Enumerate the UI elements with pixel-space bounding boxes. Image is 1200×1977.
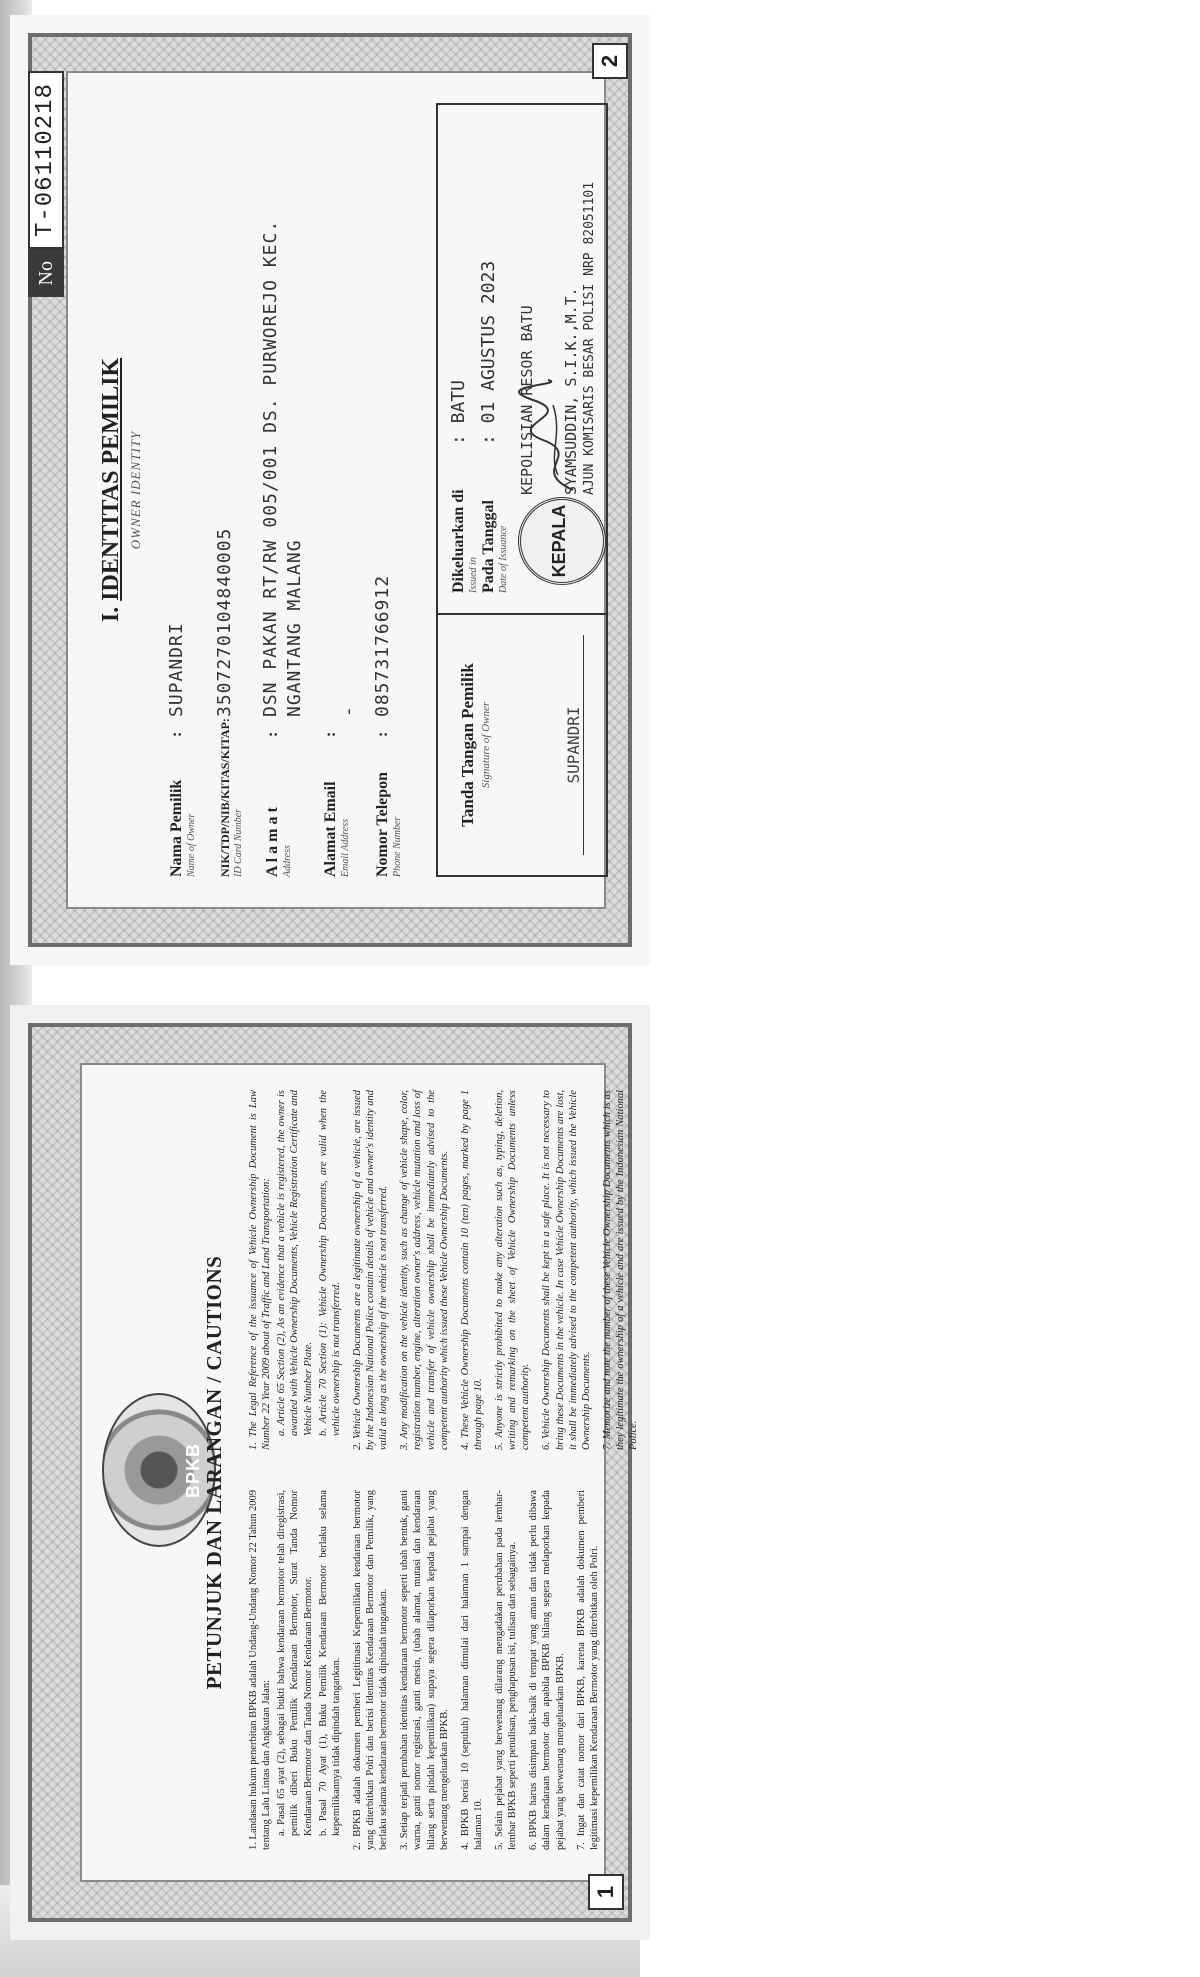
issued-in-value: : BATU xyxy=(448,379,469,445)
list-subitem: b. Pasal 70 Ayat (1), Buku Pemilik Kendaraan Bermotor berlaku selama kepemilikannya tidak dipindah tangankan. xyxy=(317,1489,342,1836)
list-item: 1. Landasan hukum penerbitan BPKB adalah Undang-Undang Nomor 22 Tahun 2009 tentang Lalu Lintas dan Angkutan Jalan: a. Pasal 65 ayat (2), sebagai bukti bahwa kendaraan bermotor telah diregistrasi, pemilik diberi Buku Pemilik Kendaraan Bermotor, Surat Tanda Nomor Kendaraan Bermotor dan Tanda Nomor Kendaraan Bermotor. b. Pasal 70 Ayat (1), Buku Pemilik Kendaraan Bermotor berlaku selama kepemilikannya tidak dipindah tangankan. xyxy=(248,1489,342,1850)
list-item: 6. Vehicle Ownership Documents shall be kept in a safe place. It is not necessary to bring these Documents in the vehicle. In case Vehicle Ownership Documents are lost, it shall be immediately advised to the competent authority, which issued the Vehicle Ownership Documents. xyxy=(541,1089,592,1450)
list-item: 7. Ingat dan catat nomor dari BPKB, karena BPKB adalah dokumen pemberi legitimasi kepemilikan Kendaraan Bermotor yang diterbitkan oleh Polri. xyxy=(575,1490,600,1850)
signature-title: Tanda Tangan Pemilik xyxy=(458,663,477,827)
colon: : xyxy=(264,731,281,737)
page-number-left: 1 xyxy=(588,1874,624,1910)
owner-signature-name: SUPANDRI xyxy=(564,635,584,855)
owner-phone-label: Nomor Telepon Phone Number xyxy=(374,771,403,877)
official-rank: AJUN KOMISARIS BESAR POLISI NRP 82051101 xyxy=(582,181,597,495)
list-item: 5. Anyone is strictly prohibited to make any alteration such as, typing, deletion, writing and remarking on the sheet of Vehicle Ownership Documents unless competent authority. xyxy=(494,1090,532,1450)
cautions-indonesian xyxy=(247,1490,609,1850)
colon: : xyxy=(374,731,391,737)
emblem-label: BPKB xyxy=(183,1443,203,1499)
cautions-title: PETUNJUK DAN LARANGAN / CAUTIONS xyxy=(202,1255,226,1690)
list-item: 2. Vehicle Ownership Documents are a legitimate ownership of a vehicle, are issued by the Indonesian National Police contain details of vehicle and owner's identity and valid as long as the ownership of the vehicle is not transferred. xyxy=(351,1090,390,1450)
list-item: 3. Setiap terjadi perubahan identitas kendaraan bermotor seperti ubah bentuk, ganti warna, ganti nomor registrasi, ganti mesin, (ubah alamat, mutasi dan kendaraan hilang serta pindah kepemilikan) supaya segera dilaporkan kepada pejabat yang berwenang mengeluarkan BPKB. xyxy=(399,1489,450,1850)
page-cautions xyxy=(10,1005,650,1940)
date-value: : 01 AGUSTUS 2023 xyxy=(478,260,499,445)
page-owner-identity xyxy=(10,15,650,965)
owner-phone-value: 085731766912 xyxy=(372,574,393,717)
bpkb-emblem-icon xyxy=(102,1394,216,1548)
official-name: SYAMSUDDIN, S.I.K.,M.T. xyxy=(562,287,580,495)
owner-email-label: Alamat Email Email Address xyxy=(322,781,351,877)
signature-issuance-box xyxy=(436,103,608,877)
serial-number: T-06110218 xyxy=(28,71,64,249)
list-subitem: b. Article 70 Section (1): Vehicle Ownership Documents, are valid when the vehicle ownership is not transferred. xyxy=(317,1090,342,1436)
colon: : xyxy=(168,731,185,737)
list-item: 1. The Legal Reference of the issuance of Vehicle Ownership Document is Law Number 22 Year 2009 about of Traffic and Land Transportation: a. Article 65 Section (2), As an evidence that a vehicle is registered, the owner is awarded with Vehicle Ownership Documents, Vehicle Registration Certificate and Vehicle Number Plate. b. Article 70 Section (1): Vehicle Ownership Documents, are valid when the vehicle ownership is not transferred. xyxy=(248,1090,342,1450)
owner-address-line2: NGANTANG MALANG xyxy=(284,539,305,717)
list-subitem: a. Pasal 65 ayat (2), sebagai bukti bahwa kendaraan bermotor telah diregistrasi, pemilik diberi Buku Pemilik Kendaraan Bermotor, Surat Tanda Nomor Kendaraan Bermotor dan Tanda Nomor Kendaraan Bermotor. xyxy=(276,1490,314,1836)
list-item: 2. BPKB adalah dokumen pemberi Legitimasi Kepemilikan kendaraan bermotor yang diterbitkan Polri dan berisi Identitas Kendaraan Bermotor dan Pemilik, yang berlaku selama kendaraan bermotor tidak dipindah tangankan. xyxy=(351,1489,390,1850)
section-title: I. IDENTITAS PEMILIK xyxy=(98,357,124,623)
owner-identity-panel xyxy=(66,71,606,909)
cautions-panel xyxy=(80,1063,640,1882)
police-stamp-icon xyxy=(518,497,606,585)
owner-name-label: Nama Pemilik Name of Owner xyxy=(168,779,197,877)
signature-subtitle: Signature of Owner xyxy=(480,701,492,789)
date-label: Pada Tanggal Date of Issuance xyxy=(480,500,509,593)
owner-address-line1: DSN PAKAN RT/RW 005/001 DS. PURWOREJO KEC. xyxy=(260,219,281,717)
list-item: 5. Selain pejabat yang berwenang dilarang mengadakan perubahan pada lembar-lembar BPKB seperti penulisan, penghapusan isi, tulisan dan sebagainya. xyxy=(494,1489,519,1850)
owner-nik-label: NIK/TDP/NIB/KITAS/KITAP: ID Card Number xyxy=(218,718,244,877)
list-item: 4. BPKB berisi 10 (sepuluh) halaman dimulai dari halaman 1 sampai dengan halaman 10. xyxy=(459,1489,484,1850)
list-item: 3. Any modification on the vehicle identity, such as change of vehicle shape, color, registration number, engine, alteration owner's address, vehicle mutation and loss of vehicle and transfer of vehicle ownership shall be immediately advised to the competent authority which issued these Vehicle Ownership Documents. xyxy=(399,1090,450,1450)
list-item: 7. Memorize and note the number of these Vehicle Ownership Documents which is as they legitimate the ownership of a vehicle and are issued by the Indonesian National Police. xyxy=(601,1089,640,1450)
issued-in-label: Dikeluarkan di Issued in xyxy=(450,489,479,593)
stamp-text: KEPALA xyxy=(549,504,569,578)
official-title: KEPOLISIAN RESOR BATU xyxy=(518,305,536,495)
section-subtitle: OWNER IDENTITY xyxy=(128,430,143,550)
owner-name-value: SUPANDRI xyxy=(166,622,187,717)
page-number-right: 2 xyxy=(592,43,628,79)
owner-email-value: - xyxy=(338,705,359,717)
owner-nik-value: 3507270104840005 xyxy=(214,527,235,717)
colon: : xyxy=(322,731,339,737)
owner-address-label: A l a m a t Address xyxy=(264,807,293,877)
serial-prefix: No xyxy=(28,249,64,297)
serial-number-box xyxy=(28,71,64,297)
cautions-english xyxy=(247,1090,648,1450)
list-item: 4. These Vehicle Ownership Documents contain 10 (ten) pages, marked by page 1 through page 10. xyxy=(459,1090,484,1450)
list-item: 6. BPKB harus disimpan baik-baik di tempat yang aman dan tidak perlu dibawa dalam kendaraan bermotor dan apabila BPKB hilang segera melaporkan kepada pejabat yang berwenang mengeluarkan BPKB. xyxy=(528,1490,566,1850)
bpkb-booklet xyxy=(10,10,650,1940)
list-subitem: a. Article 65 Section (2), As an evidence that a vehicle is registered, the owner is awarded with Vehicle Ownership Documents, Vehicle Registration Certificate and Vehicle Number Plate. xyxy=(276,1090,314,1436)
